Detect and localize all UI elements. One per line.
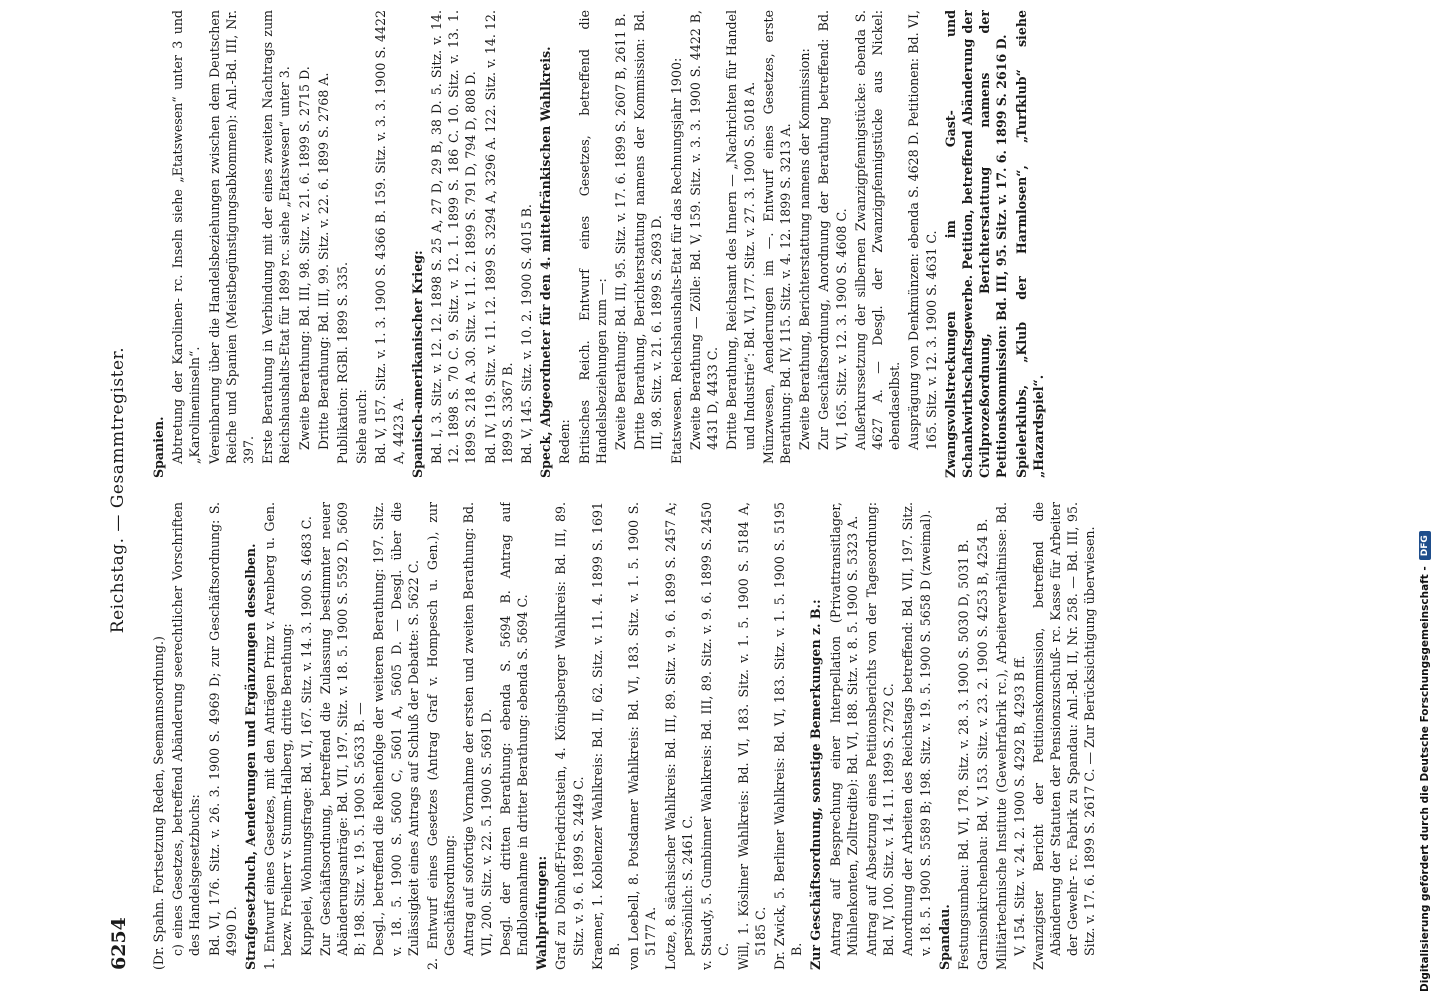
register-entry-line: Dr. Zwick, 5. Berliner Wahlkreis: Bd. VI, 183. Sitz. v. 1. 5. 1900 S. 5195 B.	[771, 502, 805, 970]
register-entry-line: von Loebell, 8. Potsdamer Wahlkreis: Bd. VI, 183. Sitz. v. 1. 5. 1900 S. 5177 A.	[626, 502, 659, 970]
register-entry-line: (Dr. Spahn. Fortsetzung Reden, Seemannsordnung.)	[151, 636, 166, 970]
register-entry-line: Antrag auf Absetzung eines Petitionsberichts von der Tagesordnung: Bd. IV, 100. Sitz. v. 14. 11. 1899 S. 2792 C.	[863, 502, 897, 956]
register-entry-line: Zweite Berathung — Zölle: Bd. V, 159. Sitz. v. 3. 3. 1900 S. 4422 B, 4431 D, 4433 C.	[687, 10, 721, 450]
register-entry-line: Anordnung der Arbeiten des Reichstags betreffend: Bd. VII, 197. Sitz. v. 18. 5. 1900 S. 5589 B; 198. Sitz. v. 19. 5. 1900 S. 5658 D (zweimal).	[900, 502, 933, 956]
left-column	[150, 502, 1380, 970]
register-entry-line: Dritte Berathung, Reichsamt des Innern — „Nachrichten für Handel und Industrie“: Bd. VI, 177. Sitz. v. 27. 3. 1900 S. 5018 A.	[724, 10, 757, 450]
register-entry-line: Antrag auf Besprechung einer Interpellation (Privattransitlager, Mühlenkonten, Zolltredite): Bd. VI, 188. Sitz. v. 8. 5. 1900 S. 5323 A.	[827, 502, 860, 956]
register-entry-line: Siehe auch:	[354, 389, 370, 464]
register-entry-line: Garnisonkirchenbau: Bd. V, 153. Sitz. v. 23. 2. 1900 S. 4253 B, 4254 B.	[975, 518, 991, 970]
register-entry-line: Münzwesen, Aenderungen im —. Entwurf eines Gesetzes, erste Berathung: Bd. IV, 115. Sitz. v. 4. 12. 1899 S. 3213 A.	[760, 10, 793, 464]
register-entry-line: Ausprägung von Denkmünzen: ebenda S. 4628 D. Petitionen: Bd. VI, 165. Sitz. v. 12. 3. 1900 S. 4631 C.	[906, 10, 939, 450]
right-column	[150, 10, 1380, 478]
register-entry-line: Dritte Berathung, Berichterstattung namens der Kommission: Bd. III, 98. Sitz. v. 21. 6. 1899 S. 2693 D.	[632, 10, 665, 450]
rotated-register-page	[100, 0, 1400, 980]
register-entry-line: Bd. V, 157. Sitz. v. 1. 3. 1900 S. 4366 B. 159. Sitz. v. 3. 3. 1900 S. 4422 A, 4423 A.	[373, 10, 406, 464]
register-entry-line: Will, 1. Kösliner Wahlkreis: Bd. VI, 183. Sitz. v. 1. 5. 1900 S. 5184 A, 5185 C.	[735, 502, 768, 970]
register-entry-line: 2. Entwurf eines Gesetzes (Antrag Graf v. Hompesch u. Gen.), zur Geschäftsordnung:	[425, 502, 458, 970]
register-entry-heading: Spielerklubs, „Klub der Harmlosen“, „Turfklub“ siehe „Hazardspiel“.	[1013, 10, 1046, 478]
register-entry-line: Zur Geschäftsordnung, Anordnung der Berathung betreffend: Bd. VI, 165. Sitz. v. 12. 3. 1900 S. 4608 C.	[816, 10, 849, 450]
register-entry-line: Zweite Berathung: Bd. III, 98. Sitz. v. 21. 6. 1899 S. 2715 D.	[296, 66, 312, 450]
register-entry-heading: Spandau.	[936, 904, 952, 970]
credit-text: Digitalisierung gefördert durch die Deutsche Forschungsgemeinschaft -	[1419, 566, 1431, 992]
page-number: 6254	[108, 917, 130, 970]
register-entry-line: Desgl. der dritten Berathung: ebenda S. 5694 B. Antrag auf Endbloannahme in dritter Berathung: ebenda S. 5694 C.	[497, 502, 531, 956]
dfg-logo: DFG	[1419, 531, 1431, 560]
register-entry-line: c) eines Gesetzes, betreffend Abänderung seerechtlicher Vorschriften des Handelsgesetzbuchs:	[170, 502, 203, 956]
register-entry-line: v. Staudy, 5. Gumbinner Wahlkreis: Bd. III, 89. Sitz. v. 9. 6. 1899 S. 2450 C.	[699, 502, 732, 970]
register-entry-line: Militärtechnische Institute (Gewehrfabrik rc.), Arbeiterverhältnisse: Bd. V, 154. Sitz. v. 24. 2. 1900 S. 4292 B, 4293 B ff.	[994, 502, 1027, 970]
register-entry-line: 1. Entwurf eines Gesetzes, mit den Anträgen Prinz v. Arenberg u. Gen. bezw. Freiherr v. Stumm-Halberg, dritte Berathung:	[262, 502, 295, 970]
register-entry-heading: Wahlprüfungen:	[534, 855, 550, 970]
register-entry-line: Dritte Berathung: Bd. III, 99. Sitz. v. 22. 6. 1899 S. 2768 A.	[315, 72, 331, 450]
register-entry-line: Bd. V, 145. Sitz. v. 10. 2. 1900 S. 4015 B.	[519, 204, 535, 464]
register-entry-line: Zweite Berathung: Bd. III, 95. Sitz. v. 17. 6. 1899 S. 2607 B, 2611 B.	[613, 13, 629, 450]
register-entry-line: Etatswesen. Reichshaushalts-Etat für das Rechnungsjahr 1900:	[668, 57, 684, 464]
register-entry-line: Bd. I, 3. Sitz. v. 12. 12. 1898 S. 25 A, 27 D, 29 B, 38 D. 5. Sitz. v. 14. 12. 1898 S. 70 C. 9. Sitz. v. 12. 1. 1899 S. 186 C. 10. Sitz. v. 13. 1. 1899 S. 218 A. 30. Sitz. v. 11. 2. 1899 S. 791 D, 794 D, 808 D.	[429, 10, 479, 464]
register-entry-line: Erste Berathung in Verbindung mit der eines zweiten Nachtrags zum Reichshaushalts-Etat für 1899 rc. siehe „Etatswesen“ unter 3.	[260, 10, 293, 464]
register-entry-line: Zur Geschäftsordnung, betreffend die Zulassung bestimmter neuer Abänderungsanträge: Bd. VII, 197. Sitz. v. 18. 5. 1900 S. 5592 D, 5609 B; 198. Sitz. v. 19. 5. 1900 S. 5633 B. —	[317, 502, 368, 956]
register-entry-heading: Zwangsvollstreckungen im Gast- und Schankwirthschaftsgewerbe. Petition, betreffend Abänderung der Civilprozeßordnung, Berichterstattung namens der Petitionskommission: Bd. III, 95. Sitz. v. 17. 6. 1899 S. 2616 D.	[942, 10, 1010, 478]
dfg-side-credit	[1412, 8, 1432, 992]
register-entry-heading: Spanien.	[151, 416, 166, 478]
register-entry-line: Abtretung der Karolinen- rc. Inseln siehe „Etatswesen“ unter 3 und „Karolineninseln“.	[170, 10, 203, 464]
register-entry-line: Bd. VI, 176. Sitz. v. 26. 3. 1900 S. 4969 D; zur Geschäftsordnung: S. 4990 D.	[206, 502, 239, 956]
register-entry-heading: Spanisch-amerikanischer Krieg:	[409, 250, 425, 478]
register-entry-line: Zwanzigster Bericht der Petitionskommission, betreffend die Abänderung der Statuten der Pensionszuschuß- rc. Kasse für Arbeiter der Gewehr- rc. Fabrik zu Spandau: Anl.-Bd. II, Nr. 258. — Bd. III, 95. Sitz. v. 17. 6. 1899 S. 2617 C. — Zur Berücksichtigung überwiesen.	[1030, 502, 1098, 970]
register-columns	[150, 10, 1380, 970]
register-entry-line: Festungsumbau: Bd. VI, 178. Sitz. v. 28. 3. 1900 S. 5030 D, 5031 B.	[955, 539, 971, 970]
register-entry-heading: Speck, Abgeordneter für den 4. mittelfränkischen Wahlkreis.	[538, 46, 554, 478]
register-entry-line: Vereinbarung über die Handelsbeziehungen zwischen dem Deutschen Reiche und Spanien (Meistbegünstigungsabkommen): Anl.-Bd. III, Nr. 397.	[206, 10, 257, 464]
register-entry-line: Bd. IV, 119. Sitz. v. 11. 12. 1899 S. 3294 A, 3296 A. 122. Sitz. v. 14. 12. 1899 S. 3367 B.	[482, 10, 515, 464]
register-entry-heading: Zur Geschäftsordnung, sonstige Bemerkungen z. B.:	[808, 599, 824, 970]
register-entry-line: Lotze, 8. sächsischer Wahlkreis: Bd. III, 89. Sitz. v. 9. 6. 1899 S. 2457 A; persönlich: S. 2461 C.	[662, 502, 695, 970]
register-entry-line: Graf zu Dönhoff-Friedrichstein, 4. Königsberger Wahlkreis: Bd. III, 89. Sitz. v. 9. 6. 1899 S. 2449 C.	[553, 502, 586, 970]
register-entry-line: Zweite Berathung, Berichterstattung namens der Kommission:	[797, 48, 813, 450]
register-entry-line: Kraemer, 1. Koblenzer Wahlkreis: Bd. II, 62. Sitz. v. 11. 4. 1899 S. 1691 B.	[589, 502, 623, 970]
register-entry-line: Publikation: RGBl. 1899 S. 335.	[335, 262, 351, 464]
running-head: Reichstag. — Gesammtregister.	[108, 346, 128, 634]
register-entry-line: Außerkurssetzung der silbernen Zwanzigpfennigstücke: ebenda S. 4627 A. — Desgl. der Zwanzigpfennigstücke aus Nickel: ebendaselbst.	[852, 10, 903, 450]
page-header	[100, 10, 140, 970]
register-entry-line: Kuppelei, Wohnungsfrage: Bd. VI, 167. Sitz. v. 14. 3. 1900 S. 4683 C.	[298, 516, 314, 956]
register-entry-line: Desgl., betreffend die Reihenfolge der weiteren Berathung: 197. Sitz. v. 18. 5. 1900 S. 5600 C, 5601 A, 5605 D. — Desgl. über die Zulässigkeit eines Antrags auf Schluß der Debatte: S. 5622 C.	[371, 502, 421, 956]
register-entry-line: Reden:	[557, 419, 573, 464]
register-entry-heading: Strafgesetzbuch, Aenderungen und Ergänzungen desselben.	[243, 543, 259, 970]
register-entry-line: Antrag auf sofortige Vornahme der ersten und zweiten Berathung: Bd. VII, 200. Sitz. v. 22. 5. 1900 S. 5691 D.	[461, 502, 494, 956]
register-entry-line: Britisches Reich. Entwurf eines Gesetzes, betreffend die Handelsbeziehungen zum —:	[576, 10, 609, 464]
